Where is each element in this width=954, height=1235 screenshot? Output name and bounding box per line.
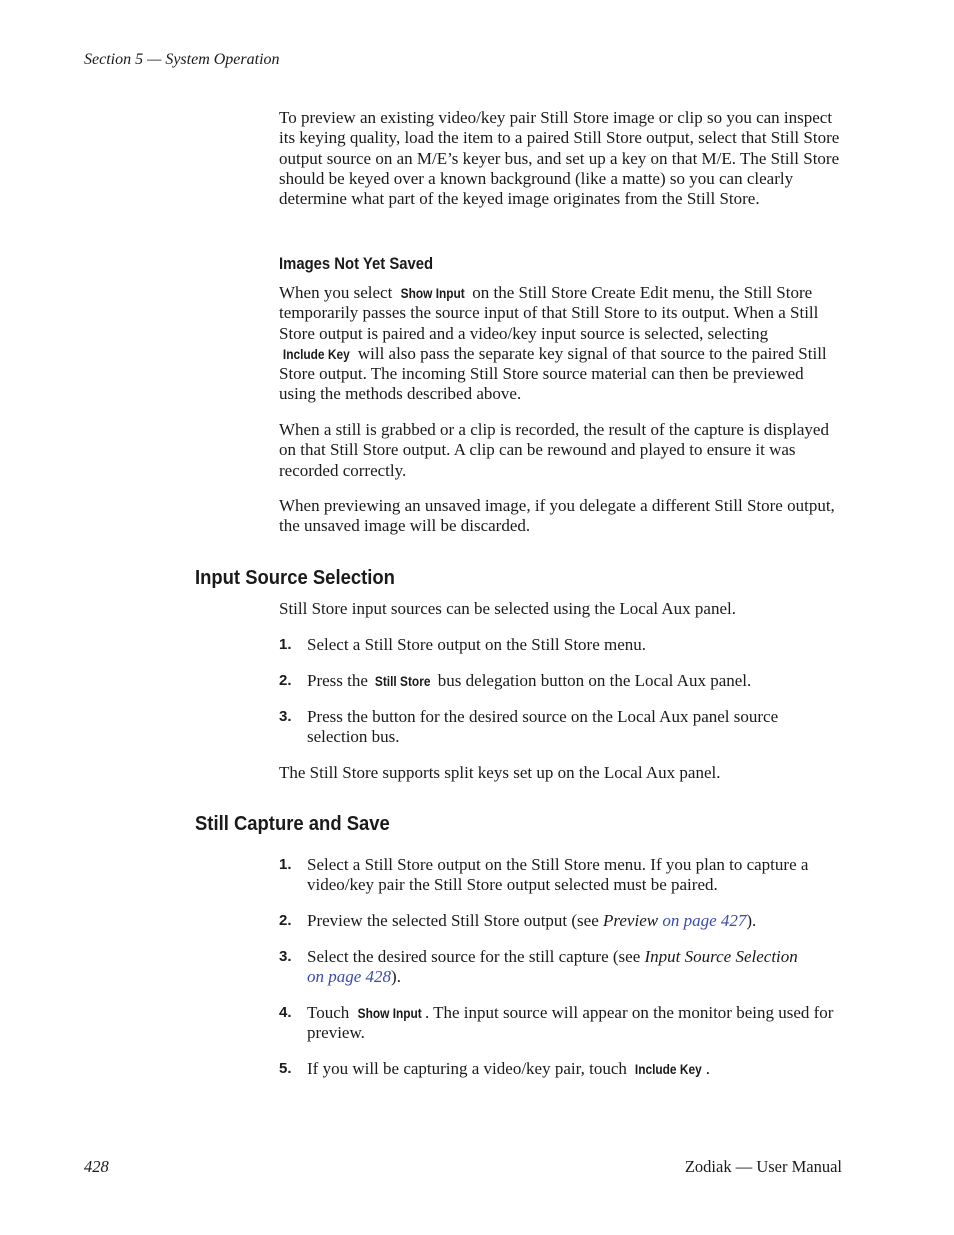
running-header: Section 5 — System Operation — [84, 51, 280, 68]
p1-text-a: When you select — [279, 283, 397, 302]
list-item — [279, 635, 842, 655]
step-number: 2. — [279, 672, 292, 689]
list-item — [279, 671, 842, 691]
step-text-a: If you will be capturing a video/key pair, touch — [307, 1059, 632, 1078]
images-not-saved-p3 — [279, 496, 842, 537]
list-item — [279, 855, 842, 896]
input-source-intro — [279, 599, 842, 619]
step-number: 3. — [279, 948, 292, 965]
xref-title: Preview — [603, 911, 659, 930]
step-number: 3. — [279, 708, 292, 725]
list-item — [279, 911, 842, 931]
step-text — [307, 947, 842, 988]
xref-page: on page 427 — [658, 911, 747, 930]
list-item — [279, 1003, 842, 1044]
step-number: 1. — [279, 636, 292, 653]
input-source-outro-text: The Still Store supports split keys set up on the Local Aux panel. — [279, 763, 721, 782]
ui-include-key: Include Key — [635, 1061, 702, 1077]
step-text — [307, 671, 842, 691]
step-text: Select a Still Store output on the Still Store menu. — [307, 635, 647, 654]
step-text-b: bus delegation button on the Local Aux panel. — [433, 671, 752, 690]
input-source-outro — [279, 763, 842, 783]
step-text-b: ). — [746, 911, 757, 930]
p1-text-b: on the Still Store Create Edit menu, the Still Store temporarily passes the source input of that Still Store to its output. When a Still Store output is paired and a video/key input source is selected, selecting — [279, 283, 819, 343]
heading-input-source-selection: Input Source Selection — [195, 566, 395, 589]
step-text: Press the button for the desired source on the Local Aux panel source selection bus. — [307, 707, 779, 747]
p3-text: When previewing an unsaved image, if you delegate a different Still Store output, the unsaved image will be discarded. — [279, 496, 835, 536]
subheading-images-not-saved: Images Not Yet Saved — [279, 255, 434, 273]
manual-title: Zodiak — User Manual — [684, 1157, 842, 1176]
list-item — [279, 947, 842, 988]
step-number: 1. — [279, 856, 292, 873]
step-text-a: Press the — [307, 671, 373, 690]
xref-title: Input Source Selection — [644, 947, 798, 966]
step-text-a: Preview the selected Still Store output (see — [307, 911, 604, 930]
step-text: Select a Still Store output on the Still Store menu. If you plan to capture a video/key pair the Still Store output selected must be paired. — [307, 855, 809, 895]
step-text — [307, 1059, 842, 1079]
ui-show-input: Show Input — [400, 285, 465, 301]
input-source-intro-text: Still Store input sources can be selected using the Local Aux panel. — [279, 599, 736, 618]
p2-text: When a still is grabbed or a clip is recorded, the result of the capture is displayed on that Still Store output. A clip can be rewound and played to ensure it was recorded correctly. — [279, 420, 829, 480]
ui-show-input: Show Input — [357, 1005, 422, 1021]
step-text-b: ). — [391, 967, 401, 987]
step-number: 2. — [279, 912, 292, 929]
page-number: 428 — [84, 1157, 109, 1176]
xref-input-source-link[interactable]: on page 428 — [307, 967, 392, 987]
ui-include-key: Include Key — [282, 345, 350, 362]
heading-still-capture-and-save: Still Capture and Save — [195, 812, 390, 835]
list-item — [279, 1059, 842, 1079]
step-text-a: Select the desired source for the still capture (see — [307, 947, 645, 966]
step-text — [307, 1003, 842, 1044]
p1-text-c: will also pass the separate key signal of that source to the paired Still Store output. The incoming Still Store source material can then be previewed using the methods described above. — [279, 343, 827, 404]
step-text-b: . — [705, 1059, 710, 1078]
step-number: 4. — [279, 1004, 292, 1021]
step-text — [307, 911, 842, 931]
step-text-b: . The input source will appear on the monitor being used for preview. — [307, 1003, 834, 1043]
intro-paragraph — [279, 108, 842, 209]
ui-still-store: Still Store — [375, 673, 431, 689]
step-number: 5. — [279, 1060, 292, 1077]
list-item — [279, 707, 842, 748]
images-not-saved-p1 — [279, 283, 842, 405]
xref-preview-link[interactable] — [603, 911, 746, 930]
intro-text: To preview an existing video/key pair Still Store image or clip so you can inspect its keying quality, load the item to a paired Still Store output, select that Still Store output source on an M/E’s keyer bus, and set up a key on that M/E. The Still Store should be keyed over a known background (like a matte) so you can clearly determine what part of the keyed image originates from the Still Store. — [279, 108, 840, 209]
step-text-a: Touch — [307, 1003, 354, 1022]
images-not-saved-p2 — [279, 420, 842, 481]
